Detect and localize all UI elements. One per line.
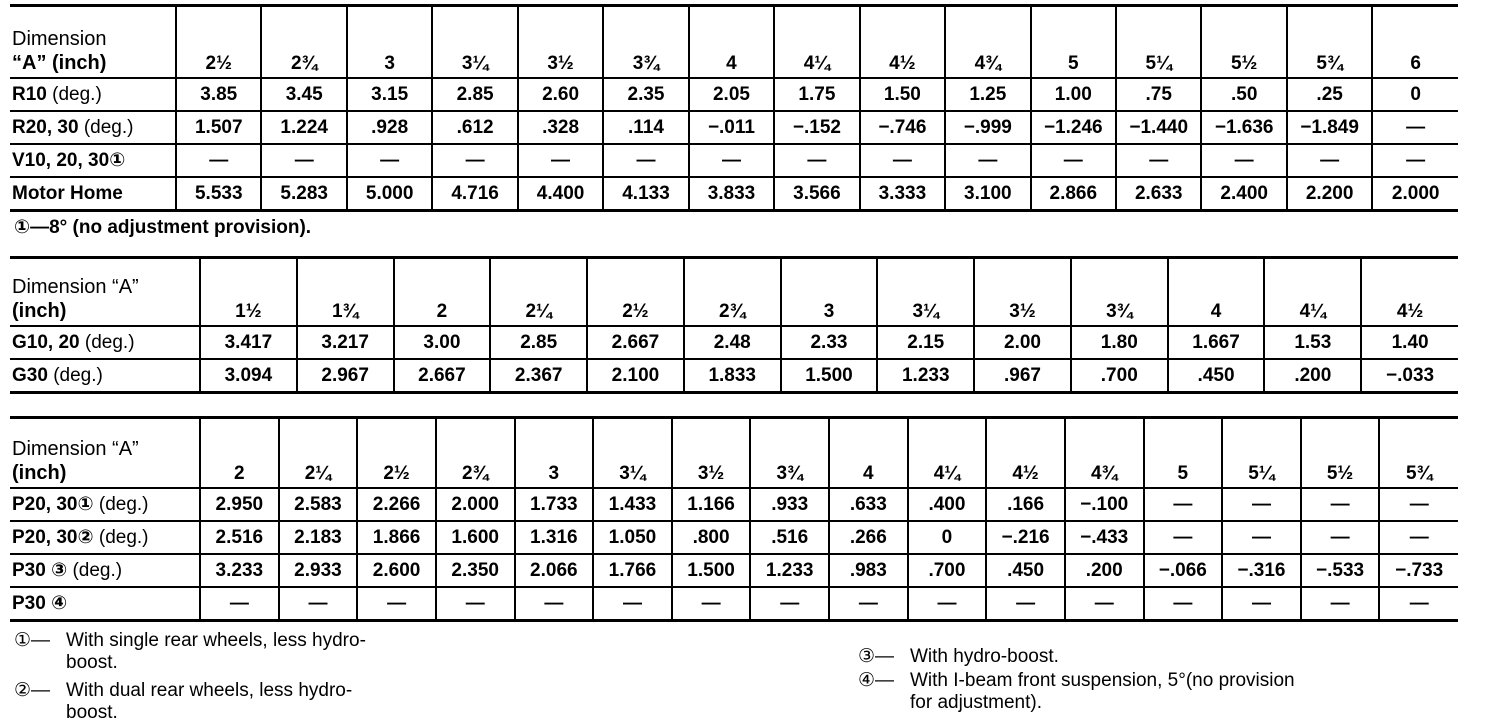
table-cell: 1.433 — [593, 488, 672, 521]
table-cell: 1.80 — [1071, 326, 1168, 359]
column-header: 5¼ — [1222, 418, 1301, 489]
table-cell: 3.233 — [200, 554, 279, 587]
table-cell: 1.50 — [860, 78, 945, 111]
table-cell: — — [593, 587, 672, 621]
header-row — [10, 6, 1458, 79]
table-cell: 1.166 — [672, 488, 751, 521]
dimension-header-line1: Dimension “A” — [12, 276, 139, 298]
table-cell: 2.85 — [490, 326, 587, 359]
footnote-2-text: With dual rear wheels, less hydro-boost. — [66, 680, 353, 723]
table-cell: −.011 — [689, 111, 774, 144]
column-header: 4 — [829, 418, 908, 489]
table-cell: .200 — [1065, 554, 1144, 587]
column-header: 3¾ — [603, 6, 688, 79]
table-cell: 0 — [1372, 78, 1458, 111]
spec-table-2 — [10, 256, 1458, 394]
table-cell: 2.05 — [689, 78, 774, 111]
column-header: 2½ — [176, 6, 261, 79]
column-header: 5½ — [1301, 418, 1380, 489]
table-cell: 1.40 — [1361, 326, 1458, 359]
table-cell: 4.716 — [432, 177, 517, 211]
column-header: 5¼ — [1116, 6, 1201, 79]
row-label-text: P30 ③ — [12, 560, 68, 581]
table-cell: — — [1372, 111, 1458, 144]
table-cell: 1.766 — [593, 554, 672, 587]
row-label — [10, 359, 200, 393]
table-cell: −.733 — [1379, 554, 1458, 587]
column-header: 4 — [689, 6, 774, 79]
table-cell: — — [1144, 521, 1223, 554]
table-cell: — — [1201, 144, 1286, 177]
column-header: 4 — [1168, 258, 1265, 327]
column-header: 2¾ — [684, 258, 781, 327]
table-cell: 2.35 — [603, 78, 688, 111]
table-cell: — — [1287, 144, 1372, 177]
table-cell: — — [436, 587, 515, 621]
table-cell: 1.600 — [436, 521, 515, 554]
column-header: 5½ — [1201, 6, 1286, 79]
column-header: 4¾ — [945, 6, 1030, 79]
table-cell: 5.000 — [347, 177, 432, 211]
table-cell: −.746 — [860, 111, 945, 144]
row-unit: (deg.) — [84, 331, 135, 353]
column-header: 4¼ — [1264, 258, 1361, 327]
table-cell: — — [1144, 488, 1223, 521]
column-header: 3¼ — [593, 418, 672, 489]
table-cell: −.216 — [986, 521, 1065, 554]
table-cell: −.316 — [1222, 554, 1301, 587]
column-header: 3½ — [974, 258, 1071, 327]
table-cell: 1.507 — [176, 111, 261, 144]
table-cell: 1.500 — [672, 554, 751, 587]
table-cell: 3.85 — [176, 78, 261, 111]
table-cell: 2.000 — [1372, 177, 1458, 211]
table-cell: — — [829, 587, 908, 621]
table-cell: — — [200, 587, 279, 621]
column-header: 2 — [394, 258, 491, 327]
column-header: 6 — [1372, 6, 1458, 79]
table-cell: −1.849 — [1287, 111, 1372, 144]
table-cell: 3.217 — [297, 326, 394, 359]
column-header: 2½ — [357, 418, 436, 489]
table-cell: 2.350 — [436, 554, 515, 587]
table-cell: 2.183 — [279, 521, 358, 554]
table-cell: 3.15 — [347, 78, 432, 111]
row-label-text: R20, 30 — [12, 116, 79, 138]
table-cell: 1.53 — [1264, 326, 1361, 359]
column-header: 3¼ — [877, 258, 974, 327]
row-label-text: R10 — [12, 83, 47, 105]
table-row — [10, 326, 1458, 359]
table-cell: — — [689, 144, 774, 177]
row-unit: (deg.) — [72, 560, 123, 581]
column-header: 5 — [1144, 418, 1223, 489]
table-cell: −1.636 — [1201, 111, 1286, 144]
column-header: 3½ — [518, 6, 603, 79]
table-cell: 2.000 — [436, 488, 515, 521]
column-header: 5¾ — [1379, 418, 1458, 489]
table-cell: — — [1116, 144, 1201, 177]
table-cell: — — [1379, 521, 1458, 554]
table-cell: .400 — [908, 488, 987, 521]
caster-table-p — [10, 416, 1458, 622]
table-cell: −.033 — [1361, 359, 1458, 393]
table-cell: .516 — [750, 521, 829, 554]
table-cell: .50 — [1201, 78, 1286, 111]
table-cell: 1.833 — [684, 359, 781, 393]
table-cell: — — [1379, 488, 1458, 521]
row-label — [10, 144, 176, 177]
table-cell: −1.246 — [1031, 111, 1116, 144]
table-cell: 2.33 — [781, 326, 878, 359]
table-cell: 4.400 — [518, 177, 603, 211]
table-cell: — — [279, 587, 358, 621]
table-cell: 3.00 — [394, 326, 491, 359]
table-cell: 0 — [908, 521, 987, 554]
table-cell: 2.00 — [974, 326, 1071, 359]
row-label — [10, 326, 200, 359]
table-cell: 3.333 — [860, 177, 945, 211]
table-row — [10, 78, 1458, 111]
column-header: 4¼ — [908, 418, 987, 489]
table-cell: 2.066 — [515, 554, 594, 587]
table-cell: −.433 — [1065, 521, 1144, 554]
table-cell: — — [1301, 521, 1380, 554]
table-cell: — — [176, 144, 261, 177]
table-cell: — — [986, 587, 1065, 621]
footnote-1 — [14, 630, 366, 674]
table-cell: −.100 — [1065, 488, 1144, 521]
table-cell: 3.566 — [774, 177, 859, 211]
table-row — [10, 521, 1458, 554]
footnote-1-text: With single rear wheels, less hydro-boost. — [66, 630, 366, 673]
table-cell: — — [1222, 488, 1301, 521]
dimension-header-line1: Dimension “A” — [12, 438, 139, 460]
table-cell: — — [1301, 587, 1380, 621]
table-cell: 2.967 — [297, 359, 394, 393]
row-label — [10, 111, 176, 144]
table-row — [10, 587, 1458, 621]
table-cell: 1.25 — [945, 78, 1030, 111]
row-label — [10, 521, 200, 554]
table-cell: — — [515, 587, 594, 621]
row-unit: (deg.) — [83, 116, 134, 138]
column-header: 2¼ — [279, 418, 358, 489]
row-label — [10, 488, 200, 521]
table-cell: 2.933 — [279, 554, 358, 587]
column-header: 2½ — [587, 258, 684, 327]
table-cell: 2.266 — [357, 488, 436, 521]
footnote-4 — [858, 670, 1310, 714]
table-cell: 2.367 — [490, 359, 587, 393]
table-cell: 2.667 — [587, 326, 684, 359]
table-cell: — — [603, 144, 688, 177]
row-unit: (deg.) — [98, 494, 149, 515]
table-cell: −.066 — [1144, 554, 1223, 587]
table-cell: .450 — [1168, 359, 1265, 393]
table-cell: — — [1372, 144, 1458, 177]
column-header: 2¾ — [261, 6, 346, 79]
header-row — [10, 258, 1458, 327]
column-header: 5 — [1031, 6, 1116, 79]
table-cell: 1.667 — [1168, 326, 1265, 359]
column-header: 4½ — [860, 6, 945, 79]
column-header: 5¾ — [1287, 6, 1372, 79]
row-label-text: P30 ④ — [12, 593, 68, 614]
table-cell: .450 — [986, 554, 1065, 587]
table-row — [10, 177, 1458, 211]
column-header: 3 — [347, 6, 432, 79]
table-cell: −.152 — [774, 111, 859, 144]
column-header: 3¾ — [1071, 258, 1168, 327]
table-cell: 2.15 — [877, 326, 974, 359]
table-cell: 2.100 — [587, 359, 684, 393]
column-header: 3 — [781, 258, 878, 327]
table-cell: 3.45 — [261, 78, 346, 111]
table-cell: 3.094 — [200, 359, 297, 393]
table-cell: 2.400 — [1201, 177, 1286, 211]
footnote-2 — [14, 680, 366, 724]
table-cell: 2.85 — [432, 78, 517, 111]
table-cell: 3.417 — [200, 326, 297, 359]
table-cell: 2.60 — [518, 78, 603, 111]
table-cell: 1.316 — [515, 521, 594, 554]
table-cell: 1.233 — [877, 359, 974, 393]
table-cell: 2.866 — [1031, 177, 1116, 211]
table-cell: .114 — [603, 111, 688, 144]
table-cell: — — [945, 144, 1030, 177]
table-cell: — — [261, 144, 346, 177]
table-cell: .700 — [1071, 359, 1168, 393]
table-cell: .166 — [986, 488, 1065, 521]
column-header: 3¼ — [432, 6, 517, 79]
table-cell: .75 — [1116, 78, 1201, 111]
table-cell: .933 — [750, 488, 829, 521]
table-cell: — — [860, 144, 945, 177]
row-label-text: G10, 20 — [12, 331, 80, 353]
dimension-header-line2: (inch) — [12, 462, 67, 484]
footnote-4-marker: ④— — [858, 670, 895, 691]
table-cell: 2.48 — [684, 326, 781, 359]
table-cell: .25 — [1287, 78, 1372, 111]
caster-table-r-v-motorhome — [10, 4, 1458, 212]
table-cell: 1.500 — [781, 359, 878, 393]
header-row — [10, 418, 1458, 489]
table-row — [10, 554, 1458, 587]
table-cell: — — [432, 144, 517, 177]
caster-table-g — [10, 256, 1458, 394]
column-header: 2¼ — [490, 258, 587, 327]
column-header: 1¾ — [297, 258, 394, 327]
table-cell: — — [347, 144, 432, 177]
table-cell: 2.516 — [200, 521, 279, 554]
column-header: 4½ — [986, 418, 1065, 489]
row-label-text: P20, 30② — [12, 527, 94, 548]
footnote-3-text: With hydro-boost. — [910, 646, 1059, 667]
table-cell: .928 — [347, 111, 432, 144]
table-cell: — — [750, 587, 829, 621]
footnote-1-marker: ①— — [14, 630, 51, 651]
footnote-3 — [858, 646, 1059, 668]
row-label-text: Motor Home — [12, 182, 123, 204]
table-cell: −1.440 — [1116, 111, 1201, 144]
row-label — [10, 587, 200, 621]
row-label-text: V10, 20, 30① — [12, 150, 126, 171]
table-cell: 3.100 — [945, 177, 1030, 211]
spec-table-3 — [10, 416, 1458, 622]
table-cell: −.533 — [1301, 554, 1380, 587]
table-cell: .200 — [1264, 359, 1361, 393]
table-cell: — — [1222, 587, 1301, 621]
table-cell: 1.050 — [593, 521, 672, 554]
table-cell: 4.133 — [603, 177, 688, 211]
table-cell: 2.950 — [200, 488, 279, 521]
table-cell: — — [1065, 587, 1144, 621]
table-cell: 5.283 — [261, 177, 346, 211]
table-cell: 1.733 — [515, 488, 594, 521]
footnote-2-marker: ②— — [14, 680, 51, 701]
table-cell: .328 — [518, 111, 603, 144]
table-cell: 1.75 — [774, 78, 859, 111]
spec-table-1 — [10, 4, 1458, 212]
row-label-text: P20, 30① — [12, 494, 94, 515]
dimension-header — [10, 418, 200, 489]
table-cell: .983 — [829, 554, 908, 587]
table-cell: — — [518, 144, 603, 177]
table-cell: 2.583 — [279, 488, 358, 521]
table-cell: — — [672, 587, 751, 621]
table-row — [10, 359, 1458, 393]
table-cell: .967 — [974, 359, 1071, 393]
table-cell: 1.224 — [261, 111, 346, 144]
dimension-header-line2: (inch) — [12, 300, 67, 322]
table-cell: 1.00 — [1031, 78, 1116, 111]
table-cell: — — [774, 144, 859, 177]
table-cell: 1.866 — [357, 521, 436, 554]
dimension-header — [10, 258, 200, 327]
table-cell: 2.200 — [1287, 177, 1372, 211]
row-unit: (deg.) — [53, 364, 103, 386]
table-cell: — — [908, 587, 987, 621]
table-cell: .612 — [432, 111, 517, 144]
column-header: 3½ — [672, 418, 751, 489]
column-header: 2¾ — [436, 418, 515, 489]
column-header: 1½ — [200, 258, 297, 327]
row-label — [10, 177, 176, 211]
table-row — [10, 144, 1458, 177]
column-header: 4¾ — [1065, 418, 1144, 489]
column-header: 4½ — [1361, 258, 1458, 327]
table-cell: −.999 — [945, 111, 1030, 144]
table-cell: 2.667 — [394, 359, 491, 393]
column-header: 2 — [200, 418, 279, 489]
table-cell: 2.600 — [357, 554, 436, 587]
table-cell: .633 — [829, 488, 908, 521]
dimension-header-line1: Dimension — [12, 28, 107, 50]
table-cell: — — [1301, 488, 1380, 521]
table-cell: .800 — [672, 521, 751, 554]
footnote-3-marker: ③— — [858, 646, 895, 667]
table-cell: .700 — [908, 554, 987, 587]
table-cell: 5.533 — [176, 177, 261, 211]
row-unit: (deg.) — [52, 83, 102, 105]
table-cell: — — [1222, 521, 1301, 554]
row-label-text: G30 — [12, 364, 48, 386]
dimension-header-line2: “A” (inch) — [12, 52, 107, 74]
table-row — [10, 488, 1458, 521]
column-header: 4¼ — [774, 6, 859, 79]
row-label — [10, 78, 176, 111]
table1-footnote: ①—8° (no adjustment provision). — [14, 217, 312, 238]
table-cell: — — [1144, 587, 1223, 621]
row-unit: (deg.) — [98, 527, 149, 548]
table-cell: — — [1379, 587, 1458, 621]
table-cell: 2.633 — [1116, 177, 1201, 211]
footnote-4-text: With I-beam front suspension, 5°(no provision for adjustment). — [910, 670, 1295, 713]
row-label — [10, 554, 200, 587]
table-cell: — — [1031, 144, 1116, 177]
table-cell: — — [357, 587, 436, 621]
dimension-header — [10, 6, 176, 79]
column-header: 3 — [515, 418, 594, 489]
table-cell: 3.833 — [689, 177, 774, 211]
table-cell: .266 — [829, 521, 908, 554]
table-cell: 1.233 — [750, 554, 829, 587]
column-header: 3¾ — [750, 418, 829, 489]
table-row — [10, 111, 1458, 144]
